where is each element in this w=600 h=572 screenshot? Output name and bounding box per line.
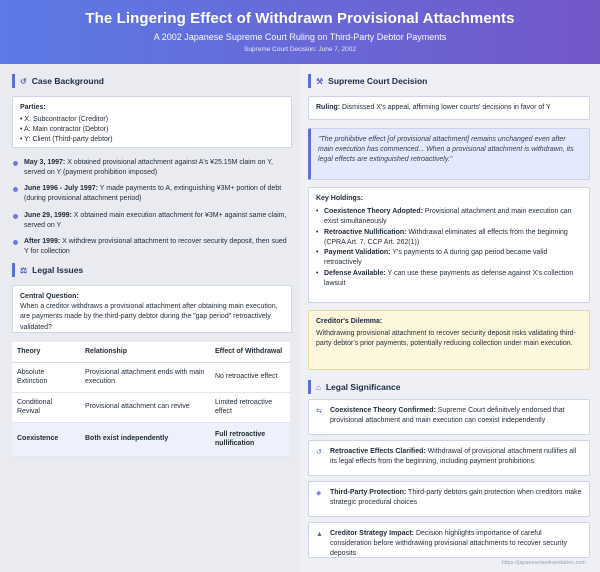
warning-icon: ▲ (316, 531, 323, 538)
timeline-item: June 29, 1999: X obtained main execution attachment for ¥3M+ against same claim, served on Y (12, 211, 292, 231)
legal-issues-heading-label: Legal Issues (32, 265, 84, 276)
decision-heading (308, 74, 590, 88)
party-item: • A: Main contractor (Debtor) (20, 126, 109, 134)
page-subtitle: A 2002 Japanese Supreme Court Ruling on Third-Party Debtor Payments (153, 32, 447, 42)
key-holdings-box (308, 187, 590, 303)
significance-heading-label: Legal Significance (325, 382, 401, 392)
holding-item: • Retroactive Nullification: Withdrawal eliminates all effects from the beginning (CPRA Art. 7, CCP Art. 262(1)) (316, 228, 582, 248)
history-icon: ↺ (316, 449, 322, 456)
table-cell: Conditional Revival (12, 392, 80, 422)
table-cell: Limited retroactive effect (210, 392, 290, 422)
central-question-text: When a creditor withdraws a provisional attachment after obtaining main execution, are payments made by the third-party debtor during the "gap period" retroactively validated? (20, 303, 278, 331)
central-question-title: Central Question: (20, 293, 79, 301)
key-holdings-title: Key Holdings: (316, 195, 364, 202)
table-header: Theory (12, 342, 80, 362)
table-cell: Coexistence (12, 422, 80, 456)
parties-title: Parties: (20, 104, 46, 111)
table-cell: Absolute Extinction (12, 362, 80, 392)
table-header: Effect of Withdrawal (210, 342, 290, 362)
timeline-item: After 1999: X withdrew provisional attachment to recover security deposit, then sued Y for collection (12, 237, 292, 257)
table-cell: Provisional attachment ends with main execution (80, 362, 210, 392)
party-item: • X: Subcontractor (Creditor) (20, 116, 109, 124)
ruling-box (308, 96, 590, 120)
table-cell: Both exist independently (80, 422, 210, 456)
ruling-text: Dismissed X's appeal, affirming lower courts' decisions in favor of Y (340, 104, 551, 111)
left-column (0, 64, 300, 572)
decision-quote: "The prohibitive effect [of provisional attachment] remains unchanged even after main execution has commenced... When a provisional attachment is withdrawn, its legal effects are extinguished retroactively." (308, 128, 590, 180)
holding-item: • Defense Available: Y can use these payments as defense against X's collection lawsuit (316, 269, 582, 289)
legal-issues-heading (12, 263, 292, 277)
central-question-box (12, 285, 292, 333)
table-header: Relationship (80, 342, 210, 362)
significance-item: ◈ Third-Party Protection: Third-party debtors gain protection when creditors make strategic procedural choices (308, 481, 590, 517)
timeline-item: June 1996 - July 1997: Y made payments to A, extinguishing ¥3M+ portion of debt (during provisional attachment period) (12, 184, 292, 204)
right-column (300, 64, 600, 572)
table-row (12, 392, 290, 422)
page-header (0, 0, 600, 64)
significance-item: ▲ Creditor Strategy Impact: Decision highlights importance of careful consideration before withdrawing provisional attachments to recover security deposits (308, 522, 590, 558)
holding-item: • Coexistence Theory Adopted: Provisional attachment and main execution can exist simultaneously (316, 207, 582, 227)
ruling-label: Ruling: (316, 104, 341, 111)
handshake-icon: ⇆ (316, 408, 322, 415)
significance-item: ↺ Retroactive Effects Clarified: Withdrawal of provisional attachment nullifies all its legal effects from the beginning, including payment prohibitions (308, 440, 590, 476)
table-cell: Provisional attachment can revive (80, 392, 210, 422)
page-title: The Lingering Effect of Withdrawn Provisional Attachments (85, 10, 515, 27)
case-timeline (12, 158, 292, 257)
party-item: • Y: Client (Third-party debtor) (20, 136, 113, 144)
scales-icon: ⚖ (20, 265, 28, 275)
creditors-dilemma-box (308, 310, 590, 370)
table-row-highlighted (12, 422, 290, 456)
table-header-row (12, 342, 290, 362)
case-background-heading (12, 74, 292, 88)
theory-table (12, 342, 290, 457)
decision-date: Supreme Court Decision: June 7, 2002 (243, 46, 356, 53)
shield-icon: ◈ (316, 490, 322, 497)
watermark: https://japaneselawtranslation.com (501, 560, 586, 566)
significance-heading (308, 380, 590, 394)
significance-item: ⇆ Coexistence Theory Confirmed: Supreme Court definitively endorsed that provisional attachment and main execution can coexist independently (308, 399, 590, 435)
timeline-item: May 3, 1997: X obtained provisional attachment against A's ¥25.15M claim on Y, served on Y (payment prohibition imposed) (12, 158, 292, 178)
dilemma-text: Withdrawing provisional attachment to recover security deposit risks validating third-party debtor's prior payments, potentially reducing collection under main execution. (316, 330, 576, 348)
decision-heading-label: Supreme Court Decision (328, 76, 428, 86)
case-background-heading-label: Case Background (31, 76, 104, 86)
gavel-icon: ⚒ (316, 76, 324, 86)
landmark-icon: ⌂ (316, 382, 321, 392)
table-row (12, 362, 290, 392)
history-icon: ↺ (20, 76, 27, 86)
table-cell: Full retroactive nullification (210, 422, 290, 456)
dilemma-title: Creditor's Dilemma: (316, 318, 383, 325)
table-cell: No retroactive effect (210, 362, 290, 392)
holding-item: • Payment Validation: Y's payments to A during gap period became valid retroactively (316, 248, 582, 268)
parties-box (12, 96, 292, 148)
